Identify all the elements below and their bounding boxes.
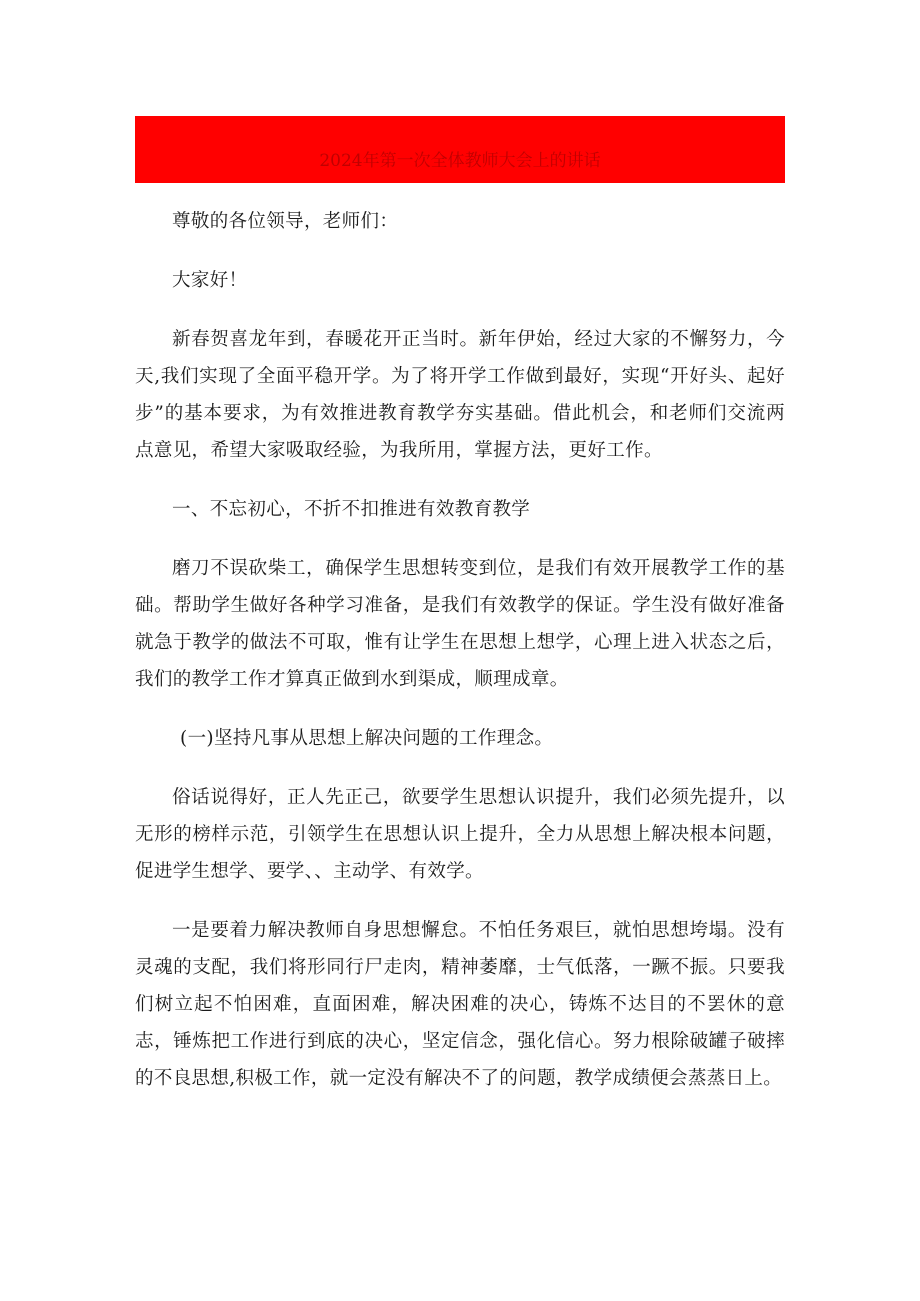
body-paragraph: 磨刀不误砍柴工，确保学生思想转变到位，是我们有效开展教学工作的基础。帮助学生做好各种学习准备，是我们有效教学的保证。学生没有做好准备就急于教学的做法不可取，惟有让学生在思想上想学，心理上进入状态之后，我们的教学工作才算真正做到水到渠成，顺理成章。: [135, 558, 785, 690]
document-body: [135, 203, 785, 1097]
document-title: 2024年第一次全体教师大会上的讲话: [319, 151, 601, 171]
section-heading-1: 一、不忘初心，不折不扣推进有效教育教学: [172, 499, 531, 520]
salutation: 尊敬的各位领导，老师们：: [172, 211, 399, 232]
greeting: 大家好！: [172, 270, 248, 291]
body-paragraph: 一是要着力解决教师自身思想懈怠。不怕任务艰巨，就怕思想垮塌。没有灵魂的支配，我们将形同行尸走肉，精神萎靡，士气低落，一蹶不振。只要我们树立起不怕困难，直面困难，解决困难的决心，铸炼不达目的不罢休的意志，锤炼把工作进行到底的决心，坚定信念，强化信心。努力根除破罐子破摔的不良思想,积极工作，就一定没有解决不了的问题，教学成绩便会蒸蒸日上。: [135, 920, 785, 1089]
body-paragraph: 俗话说得好，正人先正己，欲要学生思想认识提升，我们必须先提升，以无形的榜样示范，引领学生在思想认识上提升，全力从思想上解决根本问题，促进学生想学、要学、、主动学、有效学。: [135, 787, 785, 882]
subsection-heading-1: (一)坚持凡事从思想上解决问题的工作理念。: [180, 728, 554, 749]
title-banner: [135, 116, 785, 183]
intro-paragraph: 新春贺喜龙年到，春暖花开正当时。新年伊始，经过大家的不懈努力，今天,我们实现了全面平稳开学。为了将开学工作做到最好，实现“开好头、起好步”的基本要求，为有效推进教育教学夯实基础。借此机会，和老师们交流两点意见，希望大家吸取经验，为我所用，掌握方法，更好工作。: [135, 329, 785, 461]
